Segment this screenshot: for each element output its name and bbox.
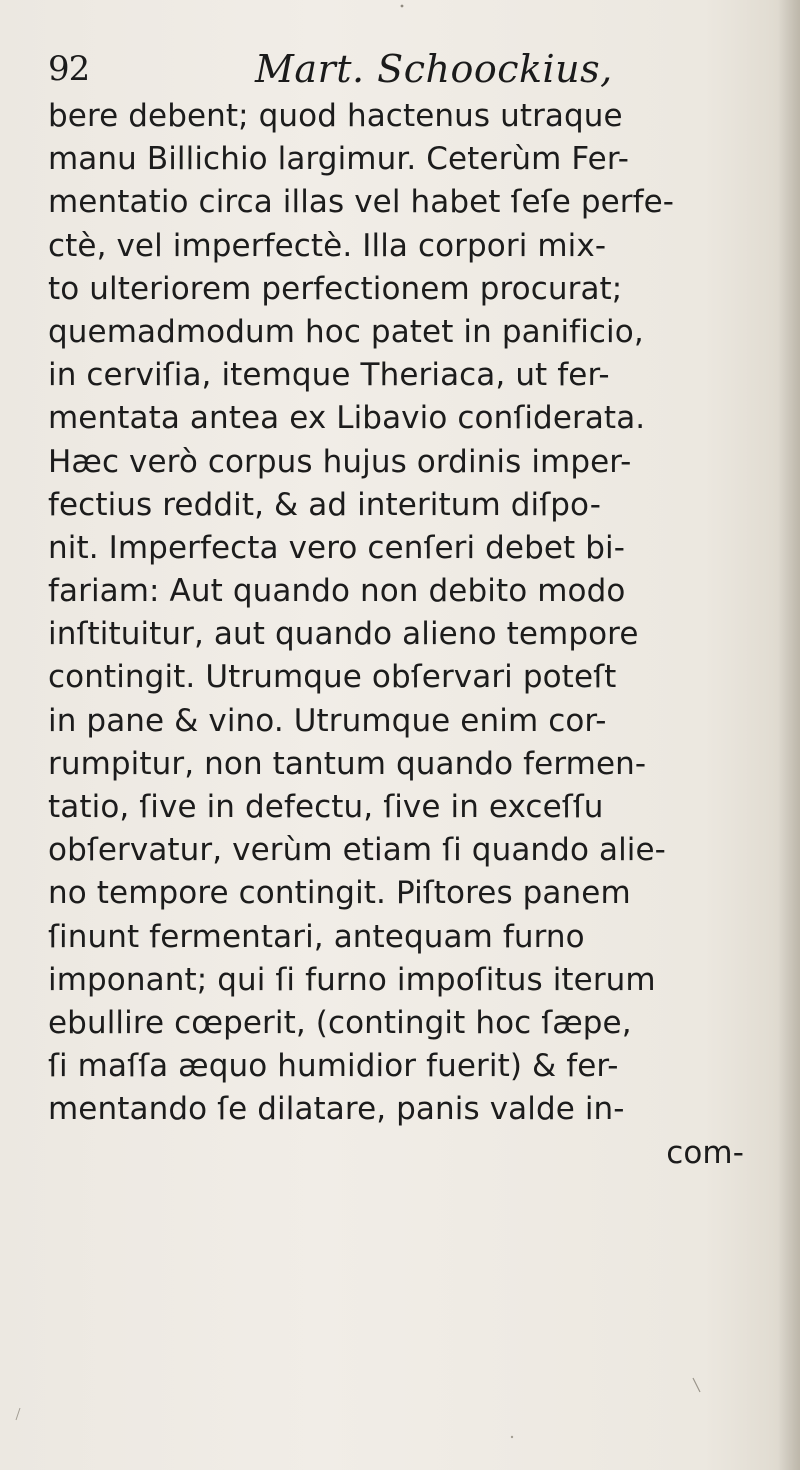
text-line: in cerviſia, itemque Theriaca, ut fer- xyxy=(48,357,610,394)
text-line: to ulteriorem perfectionem procurat; xyxy=(48,270,623,307)
text-line: in pane & vino. Utrumque enim cor- xyxy=(48,702,607,739)
text-line: ebullire cœperit, (contingit hoc ſæpe, xyxy=(48,1004,632,1041)
paper-speck xyxy=(16,1408,20,1420)
body-text xyxy=(48,95,778,1175)
paper-speck xyxy=(401,5,404,8)
paper-speck xyxy=(693,1378,700,1392)
text-line: mentatio circa illas vel habet ſeſe perfe- xyxy=(48,184,675,221)
text-line: bere debent; quod hactenus utraque xyxy=(48,98,623,134)
text-line: obſervatur, verùm etiam ſi quando alie- xyxy=(48,832,666,869)
text-line: contingit. Utrumque obſervari poteſt xyxy=(48,659,617,696)
text-line: inſtituitur, aut quando alieno tempore xyxy=(48,616,639,653)
text-line: imponant; qui ſi furno impoſitus iterum xyxy=(48,961,656,998)
page-header xyxy=(48,42,768,96)
page-number: 92 xyxy=(48,49,90,89)
text-line: fariam: Aut quando non debito modo xyxy=(48,573,626,610)
catchword: com- xyxy=(666,1134,744,1171)
text-line: manu Billichio largimur. Ceterùm Fer- xyxy=(48,141,629,178)
text-line: Hæc verò corpus hujus ordinis imper- xyxy=(48,443,632,480)
text-line: mentando ſe dilatare, panis valde in- xyxy=(48,1091,625,1128)
text-line: fectius reddit, & ad interitum diſpo- xyxy=(48,486,601,523)
text-line: ſi maſſa æquo humidior fuerit) & fer- xyxy=(48,1048,619,1085)
paper-speck xyxy=(511,1436,513,1438)
text-line: rumpitur, non tantum quando fermen- xyxy=(48,745,647,782)
text-line: nit. Imperfecta vero cenſeri debet bi- xyxy=(48,529,626,566)
text-line: ctè, vel imperfectè. Illa corpori mix- xyxy=(48,227,607,264)
text-line: no tempore contingit. Piſtores panem xyxy=(48,875,631,912)
text-line: mentata antea ex Libavio conſiderata. xyxy=(48,400,646,437)
text-line: ſinunt fermentari, antequam furno xyxy=(48,918,585,955)
text-line: tatio, ſive in defectu, ſive in exceſſu xyxy=(48,789,604,825)
running-head: Mart. Schoockius, xyxy=(255,47,613,91)
text-line: quemadmodum hoc patet in panificio, xyxy=(48,313,644,350)
page-edge-shadow xyxy=(778,0,800,1470)
